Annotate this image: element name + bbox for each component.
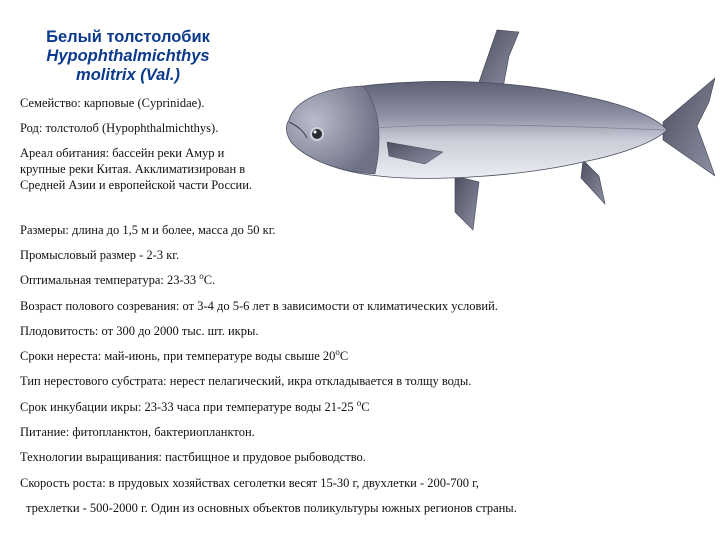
- dorsal-fin: [477, 30, 519, 88]
- info-substrate: Тип нерестового субстрата: нерест пелагический, икра откладывается в толщу воды.: [20, 374, 472, 388]
- info-technology: Технологии выращивания: пастбищное и прудовое рыбоводство.: [20, 450, 366, 464]
- info-family: Семейство: карповые (Cyprinidae).: [20, 96, 205, 110]
- species-title: [18, 28, 238, 85]
- info-maturity: Возраст полового созревания: от 3-4 до 5-6 лет в зависимости от климатических условий.: [20, 299, 498, 313]
- info-fecundity: Плодовитость: от 300 до 2000 тыс. шт. икры.: [20, 324, 259, 338]
- species-latin-name-line2: molitrix (Val.): [76, 66, 180, 84]
- species-latin-name-line1: Hypophthalmichthys: [46, 47, 210, 65]
- info-habitat-line2: крупные реки Китая. Акклиматизирован в: [20, 162, 246, 176]
- degree-sign: о: [335, 347, 340, 357]
- info-optimal-temperature: Оптимальная температура: 23-33 $^о$С.: [20, 271, 216, 287]
- info-diet: Питание: фитопланктон, бактериопланктон.: [20, 425, 255, 439]
- info-growth-line2: трехлетки - 500-2000 г. Один из основных объектов поликультуры южных регионов страны.: [26, 501, 517, 515]
- anal-fin: [581, 160, 605, 204]
- silver-carp-illustration: [283, 26, 715, 232]
- info-habitat-line1: Ареал обитания: бассейн реки Амур и: [20, 146, 225, 160]
- degree-sign: о: [199, 271, 204, 281]
- info-commercial-size: Промысловый размер - 2-3 кг.: [20, 248, 180, 262]
- tail-fin: [663, 78, 715, 176]
- info-genus: Род: толстолоб (Hypophthalmichthys).: [20, 121, 219, 135]
- info-growth-line1: Скорость роста: в прудовых хозяйствах сеголетки весят 15-30 г, двухлетки - 200-700 г,: [20, 476, 479, 490]
- info-incubation: Срок инкубации икры: 23-33 часа при температуре воды 21-25 $^о$С: [20, 398, 370, 414]
- species-russian-name: Белый толстолобик: [46, 28, 210, 46]
- info-habitat-line3: Средней Азии и европейской части России.: [20, 178, 253, 192]
- info-size: Размеры: длина до 1,5 м и более, масса до 50 кг.: [20, 223, 276, 237]
- degree-sign: о: [356, 398, 362, 408]
- pelvic-fin: [455, 176, 479, 230]
- fish-eye: [311, 128, 323, 140]
- info-spawning: Сроки нереста: май-июнь, при температуре воды свыше $20^оС$: [20, 347, 349, 363]
